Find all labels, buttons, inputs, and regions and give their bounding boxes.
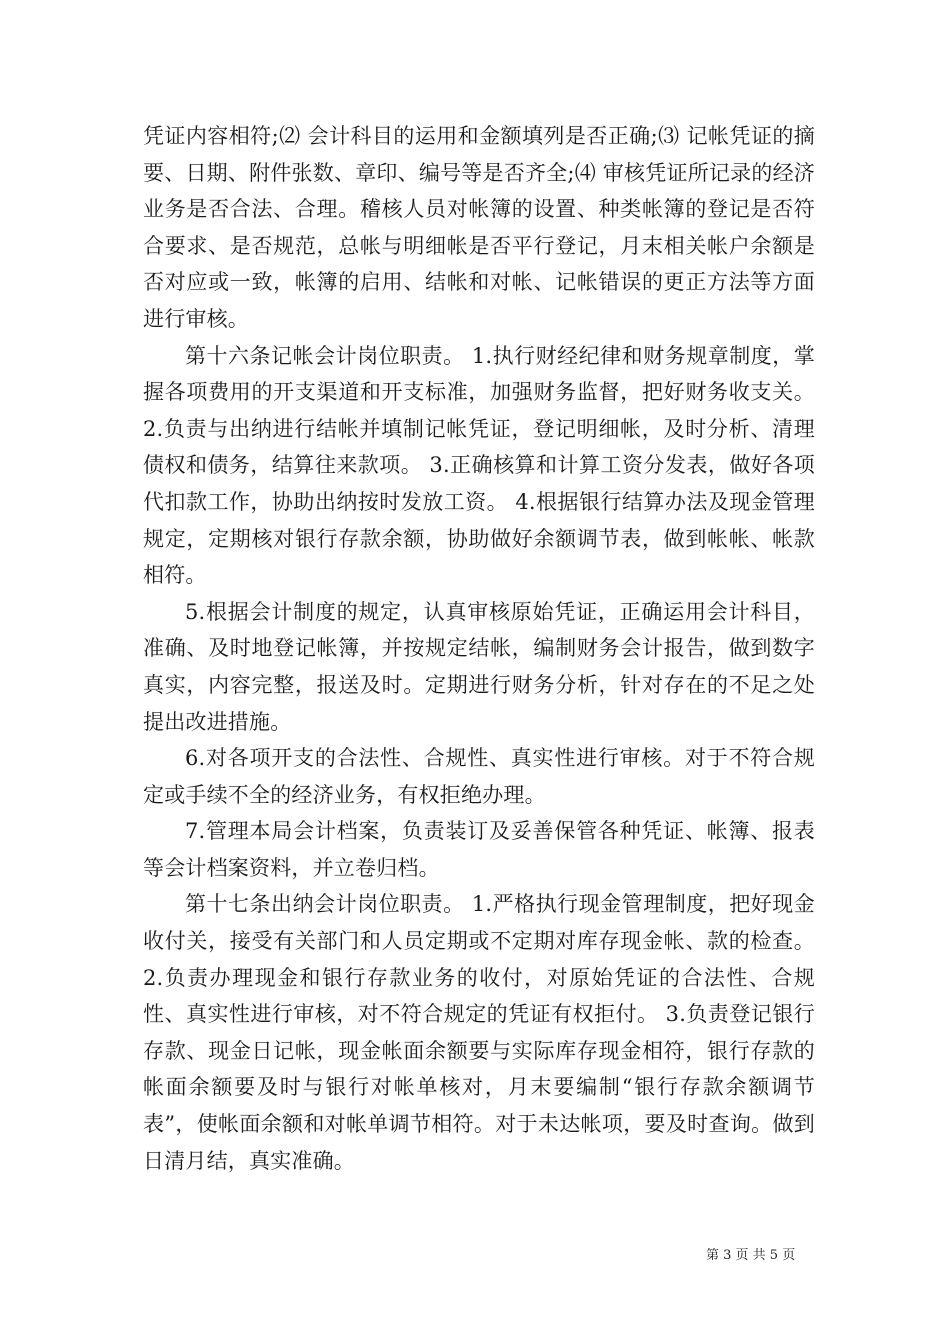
- paragraph-continued-review: 凭证内容相符;⑵ 会计科目的运用和金额填列是否正确;⑶ 记帐凭证的摘要、日期、附件张数、章印、编号等是否齐全;⑷ 审核凭证所记录的经济业务是否合法、合理。稽核人员对帐簿的设置、种类帐簿的登记是否符合要求、是否规范，总帐与明细帐是否平行登记，月末相关帐户余额是否对应或一致，帐簿的启用、结帐和对帐、记帐错误的更正方法等方面进行审核。: [143, 124, 815, 331]
- paragraph-item-7: 7.管理本局会计档案，负责装订及妥善保管各种凭证、帐簿、报表等会计档案资料，并立卷归档。: [143, 819, 815, 880]
- paragraph-item-5: 5.根据会计制度的规定，认真审核原始凭证，正确运用会计科目，准确、及时地登记帐簿，并按规定结帐，编制财务会计报告，做到数字真实，内容完整，报送及时。定期进行财务分析，针对存在的不足之处提出改进措施。: [143, 599, 815, 734]
- paragraph-item-6: 6.对各项开支的合法性、合规性、真实性进行审核。对于不符合规定或手续不全的经济业务，有权拒绝办理。: [143, 746, 815, 807]
- paragraph-article-16: 第十六条记帐会计岗位职责。 1.执行财经纪律和财务规章制度，掌握各项费用的开支渠道和开支标准，加强财务监督，把好财务收支关。 2.负责与出纳进行结帐并填制记帐凭证，登记明细帐，及时分析、清理债权和债务，结算往来款项。 3.正确核算和计算工资分发表，做好各项代扣款工作，协助出纳按时发放工资。 4.根据银行结算办法及现金管理规定，定期核对银行存款余额，协助做好余额调节表，做到帐帐、帐款相符。: [143, 343, 815, 588]
- document-body: [143, 118, 815, 1179]
- page-number-footer: 第 3 页 共 5 页: [706, 1248, 796, 1263]
- paragraph-article-17: 第十七条出纳会计岗位职责。 1.严格执行现金管理制度，把好现金收付关，接受有关部门和人员定期或不定期对库存现金帐、款的检查。 2.负责办理现金和银行存款业务的收付，对原始凭证的合法性、合规性、真实性进行审核，对不符合规定的凭证有权拒付。 3.负责登记银行存款、现金日记帐，现金帐面余额要与实际库存现金相符，银行存款的帐面余额要及时与银行对帐单核对，月末要编制“银行存款余额调节表”，使帐面余额和对帐单调节相符。对于未达帐项，要及时查询。做到日清月结，真实准确。: [143, 892, 815, 1173]
